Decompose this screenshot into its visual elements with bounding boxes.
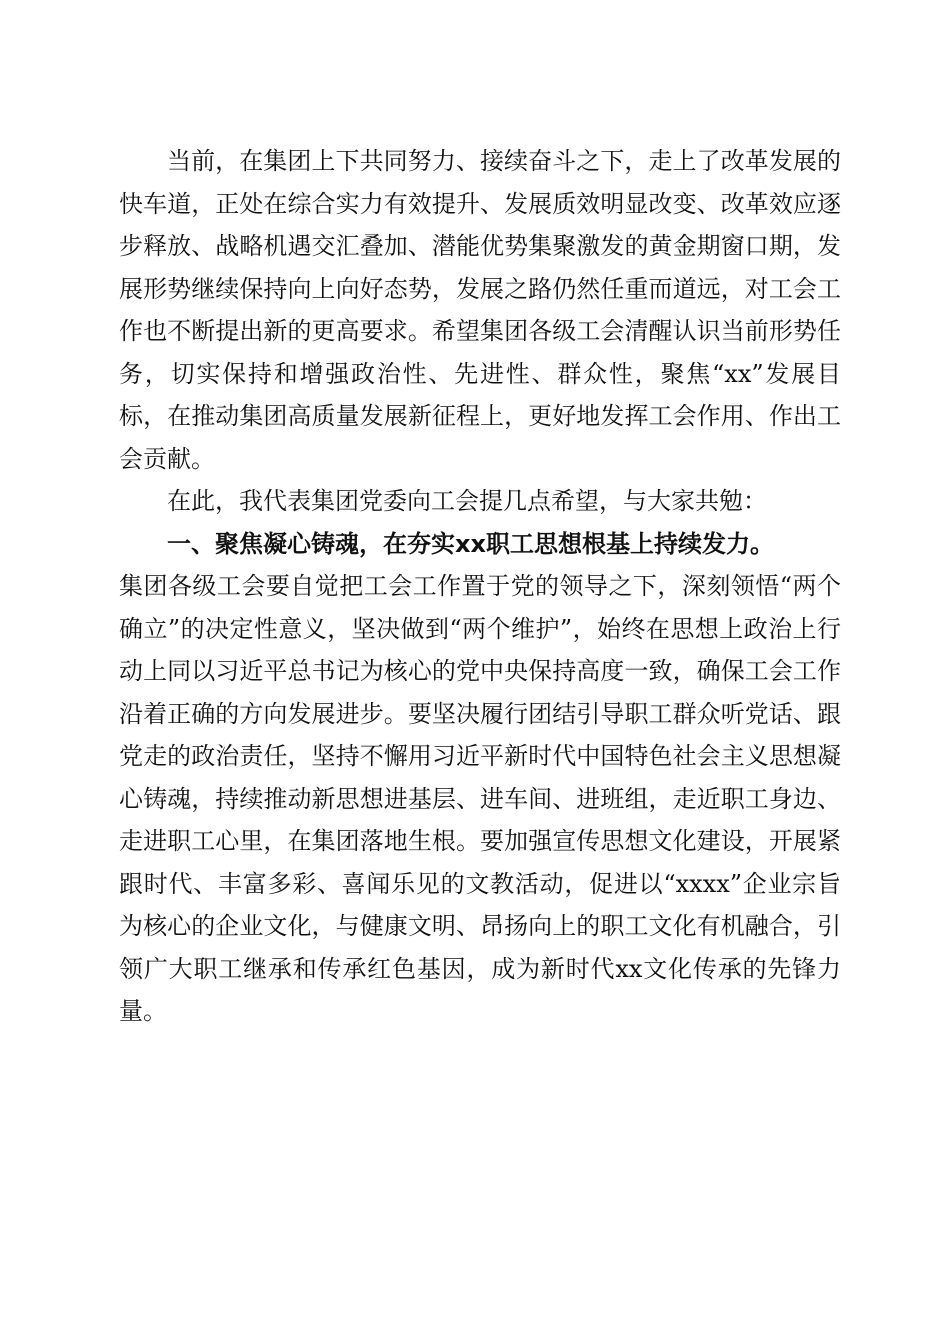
section-1-heading: 一、聚焦凝心铸魂，在夯实xx职工思想根基上持续发力。 xyxy=(167,529,774,558)
intro-paragraph: 当前，在集团上下共同努力、接续奋斗之下，走上了改革发展的快车道，正处在综合实力有效提升、发展质效明显改变、改革效应逐步释放、战略机遇交汇叠加、潜能优势集聚激发的黄金期窗口期，发展形势继续保持向上向好态势，发展之路仍然任重而道远，对工会工作也不断提出新的更高要求。希望集团各级工会清醒认识当前形势任务，切实保持和增强政治性、先进性、群众性，聚焦“xx”发展目标，在推动集团高质量发展新征程上，更好地发挥工会作用、作出工会贡献。 xyxy=(119,147,841,473)
greeting-paragraph: 在此，我代表集团党委向工会提几点希望，与大家共勉： xyxy=(167,487,767,515)
document-body xyxy=(119,140,841,1033)
section-1-body: 集团各级工会要自觉把工会工作置于党的领导之下，深刻领悟“两个确立”的决定性意义，坚决做到“两个维护”，始终在思想上政治上行动上同以习近平总书记为核心的党中央保持高度一致，确保工会工作沿着正确的方向发展进步。要坚决履行团结引导职工群众听党话、跟党走的政治责任，坚持不懈用习近平新时代中国特色社会主义思想凝心铸魂，持续推动新思想进基层、进车间、进班组，走近职工身边、走进职工心里，在集团落地生根。要加强宣传思想文化建设，开展紧跟时代、丰富多彩、喜闻乐见的文教活动，促进以“xxxx”企业宗旨为核心的企业文化，与健康文明、昂扬向上的职工文化有机融合，引领广大职工继承和传承红色基因，成为新时代xx文化传承的先锋力量。 xyxy=(119,572,841,1025)
